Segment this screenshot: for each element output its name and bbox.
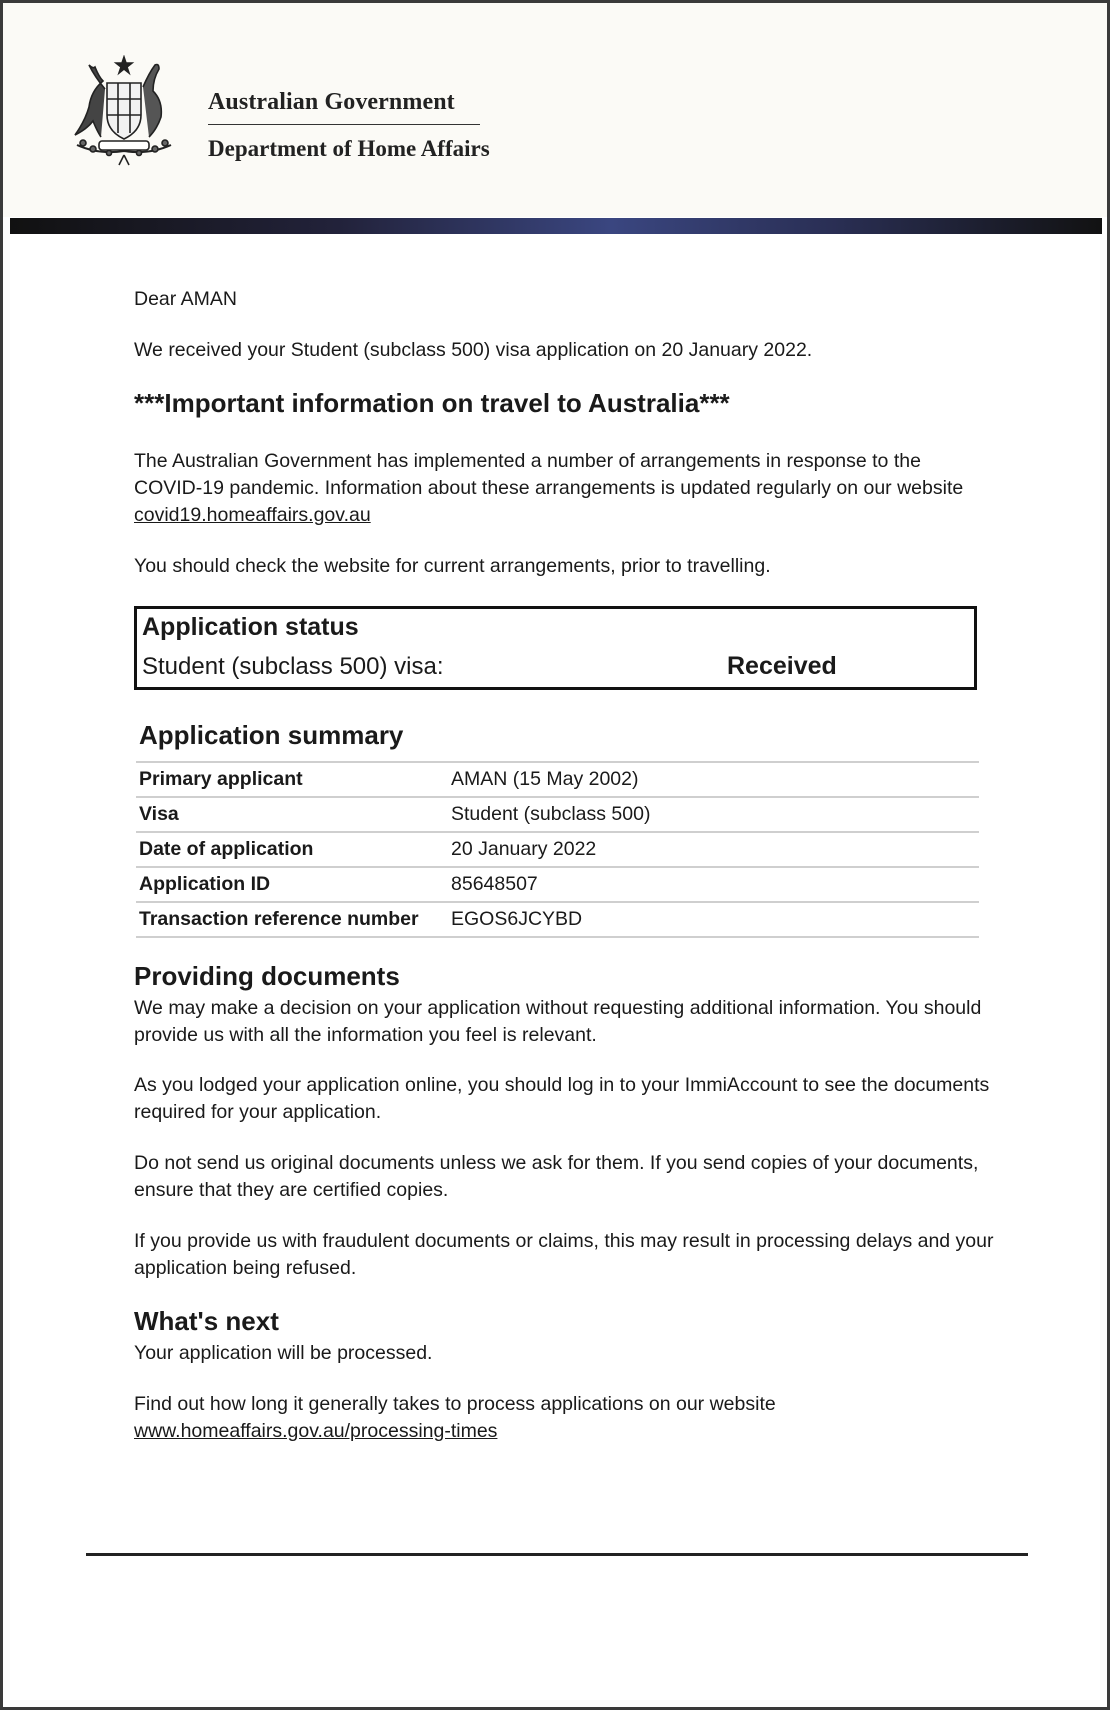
summary-label: Date of application xyxy=(136,832,448,867)
footer-divider xyxy=(86,1553,1028,1556)
summary-value: 20 January 2022 xyxy=(448,832,979,867)
greeting: Dear AMAN xyxy=(134,288,237,310)
covid-text: The Australian Government has implemented a number of arrangements in response to the COVID-19 pandemic. Information about these arrangements is updated regularly on our website xyxy=(134,450,964,499)
summary-value: AMAN (15 May 2002) xyxy=(448,762,979,797)
coat-of-arms-icon xyxy=(69,55,179,167)
application-status-box xyxy=(134,606,977,690)
summary-label: Primary applicant xyxy=(136,762,448,797)
status-badge: Received xyxy=(727,652,837,680)
table-row xyxy=(136,832,979,867)
status-visa-label: Student (subclass 500) visa: xyxy=(142,653,444,680)
covid-paragraph xyxy=(134,448,984,529)
government-name: Australian Government xyxy=(208,89,455,115)
summary-value: 85648507 xyxy=(448,867,979,902)
table-row xyxy=(136,797,979,832)
documents-title: Providing documents xyxy=(134,961,400,991)
processing-times-text: Find out how long it generally takes to process applications on our website xyxy=(134,1393,776,1415)
status-title: Application status xyxy=(142,613,359,641)
whats-next-paragraph-2 xyxy=(134,1391,994,1445)
table-row xyxy=(136,867,979,902)
summary-table xyxy=(136,761,979,938)
documents-paragraph-1: We may make a decision on your application without requesting additional information. You should provide us with all the information you feel is relevant. xyxy=(134,997,982,1046)
header-divider xyxy=(208,124,480,125)
check-website-paragraph: You should check the website for current arrangements, prior to travelling. xyxy=(134,555,771,577)
documents-paragraph-3: Do not send us original documents unless we ask for them. If you send copies of your documents, ensure that they are certified copies. xyxy=(134,1152,979,1201)
summary-value: Student (subclass 500) xyxy=(448,797,979,832)
summary-label: Transaction reference number xyxy=(136,902,448,937)
table-row xyxy=(136,762,979,797)
important-heading: ***Important information on travel to Australia*** xyxy=(134,388,730,418)
summary-title: Application summary xyxy=(139,720,404,750)
documents-paragraph-4: If you provide us with fraudulent documents or claims, this may result in processing delays and your application being refused. xyxy=(134,1230,994,1279)
whats-next-paragraph-1: Your application will be processed. xyxy=(134,1342,433,1364)
department-name: Department of Home Affairs xyxy=(208,136,490,161)
processing-times-link[interactable]: www.homeaffairs.gov.au/processing-times xyxy=(134,1420,498,1442)
summary-value: EGOS6JCYBD xyxy=(448,902,979,937)
documents-paragraph-2: As you lodged your application online, you should log in to your ImmiAccount to see the documents required for your application. xyxy=(134,1074,990,1123)
letterhead xyxy=(3,3,1107,217)
received-statement: We received your Student (subclass 500) visa application on 20 January 2022. xyxy=(134,339,813,361)
summary-label: Application ID xyxy=(136,867,448,902)
summary-label: Visa xyxy=(136,797,448,832)
header-color-bar xyxy=(10,218,1102,234)
covid-website-link[interactable]: covid19.homeaffairs.gov.au xyxy=(134,504,371,526)
table-row xyxy=(136,902,979,937)
whats-next-title: What's next xyxy=(134,1306,279,1336)
